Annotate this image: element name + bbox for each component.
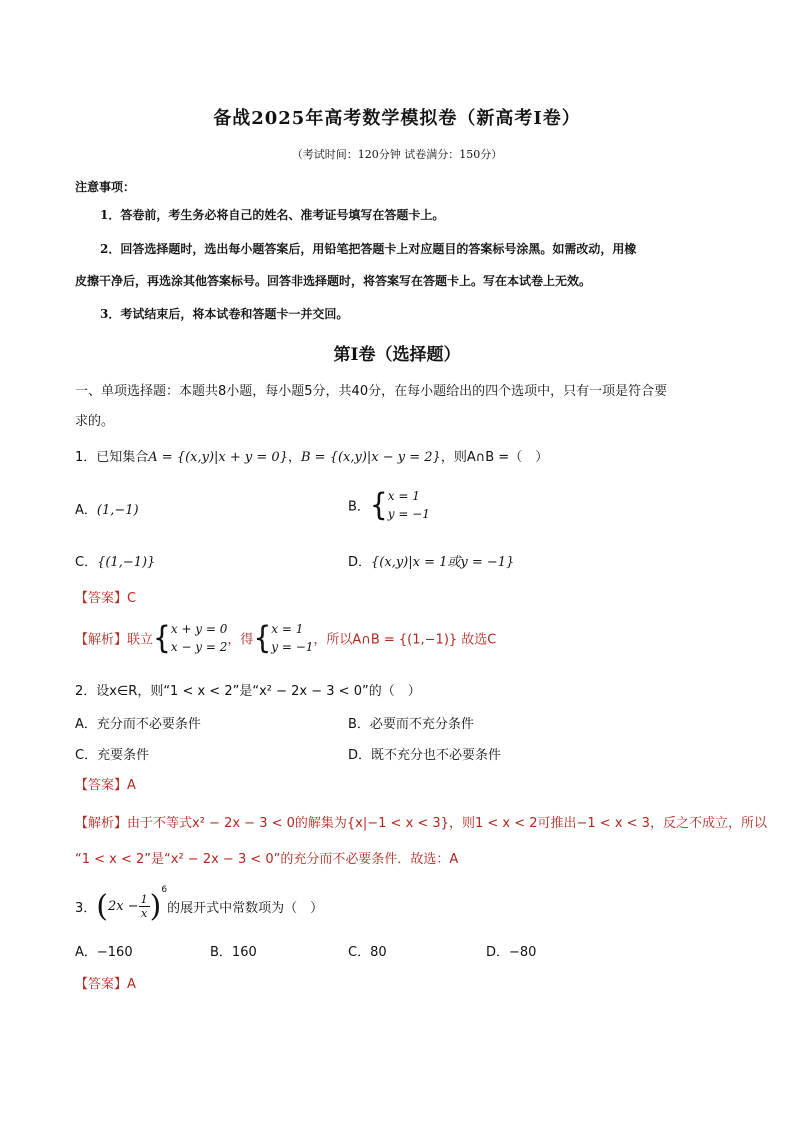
left-brace-icon: {: [253, 619, 272, 656]
option-label: D．: [348, 555, 372, 570]
question-3-option-b: B．160: [210, 945, 257, 960]
option-value: {(1,−1)}: [97, 555, 156, 570]
system-line: y = −1: [387, 507, 430, 521]
option-label: C．: [75, 555, 98, 570]
option-system: [388, 487, 430, 523]
question-1-ask: ，则A∩B =（ ）: [440, 450, 549, 465]
section-intro-line-1: 一、单项选择题：本题共8小题，每小题5分，共40分，在每小题给出的四个选项中，只有一项是符合要: [75, 384, 668, 399]
question-1-option-b: [348, 487, 430, 523]
note-item-3: 3．考试结束后，将本试卷和答题卡一并交回。: [100, 307, 349, 321]
question-3-option-d: D．−80: [486, 945, 537, 960]
question-1-option-d: [348, 551, 514, 570]
right-paren-icon: ): [149, 889, 162, 924]
question-2-option-a: A．充分而不必要条件: [75, 717, 201, 732]
section-intro-line-2: 求的。: [75, 414, 115, 429]
analysis-pre: 联立: [127, 632, 154, 648]
question-1-number: 1．已知集合: [75, 450, 149, 465]
question-1-option-c: [75, 551, 155, 570]
analysis-tag: 【解析】: [75, 816, 128, 831]
question-2-stem: 2．设x∈R，则“1 < x < 2”是“x² − 2x − 3 < 0”的（ ）: [75, 684, 421, 699]
exam-subtitle: （考试时间：120分钟 试卷满分：150分）: [291, 148, 503, 161]
analysis-tag: 【解析】: [75, 632, 128, 648]
note-item-2-line-1: 2．回答选择题时，选出每小题答案后，用铅笔把答题卡上对应题目的答案标号涂黑。如需改动，用橡: [100, 242, 637, 256]
analysis-text: 由于不等式x² − 2x − 3 < 0的解集为{x|−1 < x < 3}，则1 < x < 2可推出−1 < x < 3，反之不成立，所以: [127, 816, 767, 831]
answer-value: A: [127, 778, 136, 793]
option-value: (1,−1): [96, 503, 139, 518]
option-label: B．: [348, 499, 370, 515]
answer-value: C: [127, 591, 137, 606]
left-paren-icon: (: [96, 889, 108, 924]
question-1-set-b: B = {(x,y)|x − y = 2}: [300, 450, 441, 465]
question-3-answer: [75, 973, 136, 992]
notes-heading: 注意事项：: [75, 180, 136, 194]
question-1-stem: [75, 446, 548, 465]
system-line: x + y = 0: [170, 622, 228, 636]
answer-tag: 【答案】: [75, 591, 128, 606]
question-3-number: 3．: [75, 901, 97, 916]
exponent: 6: [161, 885, 168, 895]
analysis-mid: ，得: [227, 632, 254, 648]
question-2-answer: [75, 774, 136, 793]
answer-tag: 【答案】: [75, 977, 128, 992]
question-2-option-b: B．必要而不充分条件: [348, 717, 474, 732]
fraction-numerator: 1: [140, 893, 148, 906]
exam-title: 备战2025年高考数学模拟卷（新高考I卷）: [213, 108, 581, 129]
analysis-system-2: [271, 620, 313, 656]
question-1-set-a: A = {(x,y)|x + y = 0}: [148, 450, 288, 465]
question-3-option-a: A．−160: [75, 945, 133, 960]
note-item-2-line-2: 皮擦干净后，再选涂其他答案标号。回答非选择题时，将答案写在答题卡上。写在本试卷上无效。: [75, 274, 592, 288]
system-line: x = 1: [271, 622, 304, 636]
left-brace-icon: {: [153, 619, 171, 656]
question-1-answer: [75, 587, 136, 606]
question-2-option-d: D．既不充分也不必要条件: [348, 748, 502, 763]
section-title: 第I卷（选择题）: [333, 345, 461, 365]
analysis-system-1: [171, 620, 228, 656]
question-3-option-c: C．80: [348, 945, 387, 960]
question-1-separator: ，: [287, 450, 301, 465]
left-brace-icon: {: [369, 486, 388, 523]
system-line: x = 1: [387, 489, 420, 503]
expression-part: 2x −: [108, 899, 139, 914]
option-value: {(x,y)|x = 1或y = −1}: [371, 555, 515, 570]
question-2-option-c: C．充要条件: [75, 748, 150, 763]
question-1-analysis: [75, 620, 496, 656]
system-line: y = −1: [271, 640, 314, 654]
note-item-1: 1．答卷前，考生务必将自己的姓名、准考证号填写在答题卡上。: [100, 208, 445, 222]
option-label: A．: [75, 503, 97, 518]
question-2-analysis-line-2: “1 < x < 2”是“x² − 2x − 3 < 0”的充分而不必要条件．故选：A: [75, 852, 459, 867]
question-3-stem-post: 的展开式中常数项为（ ）: [167, 901, 324, 916]
question-3-stem: [75, 885, 323, 924]
answer-tag: 【答案】: [75, 778, 128, 793]
question-2-analysis-line-1: [75, 812, 767, 831]
fraction: [139, 893, 150, 920]
answer-value: A: [127, 977, 136, 992]
fraction-denominator: x: [141, 907, 148, 920]
analysis-post: ，所以A∩B = {(1,−1)} 故选C: [313, 632, 497, 648]
question-1-option-a: [75, 499, 139, 518]
system-line: x − y = 2: [170, 640, 228, 654]
